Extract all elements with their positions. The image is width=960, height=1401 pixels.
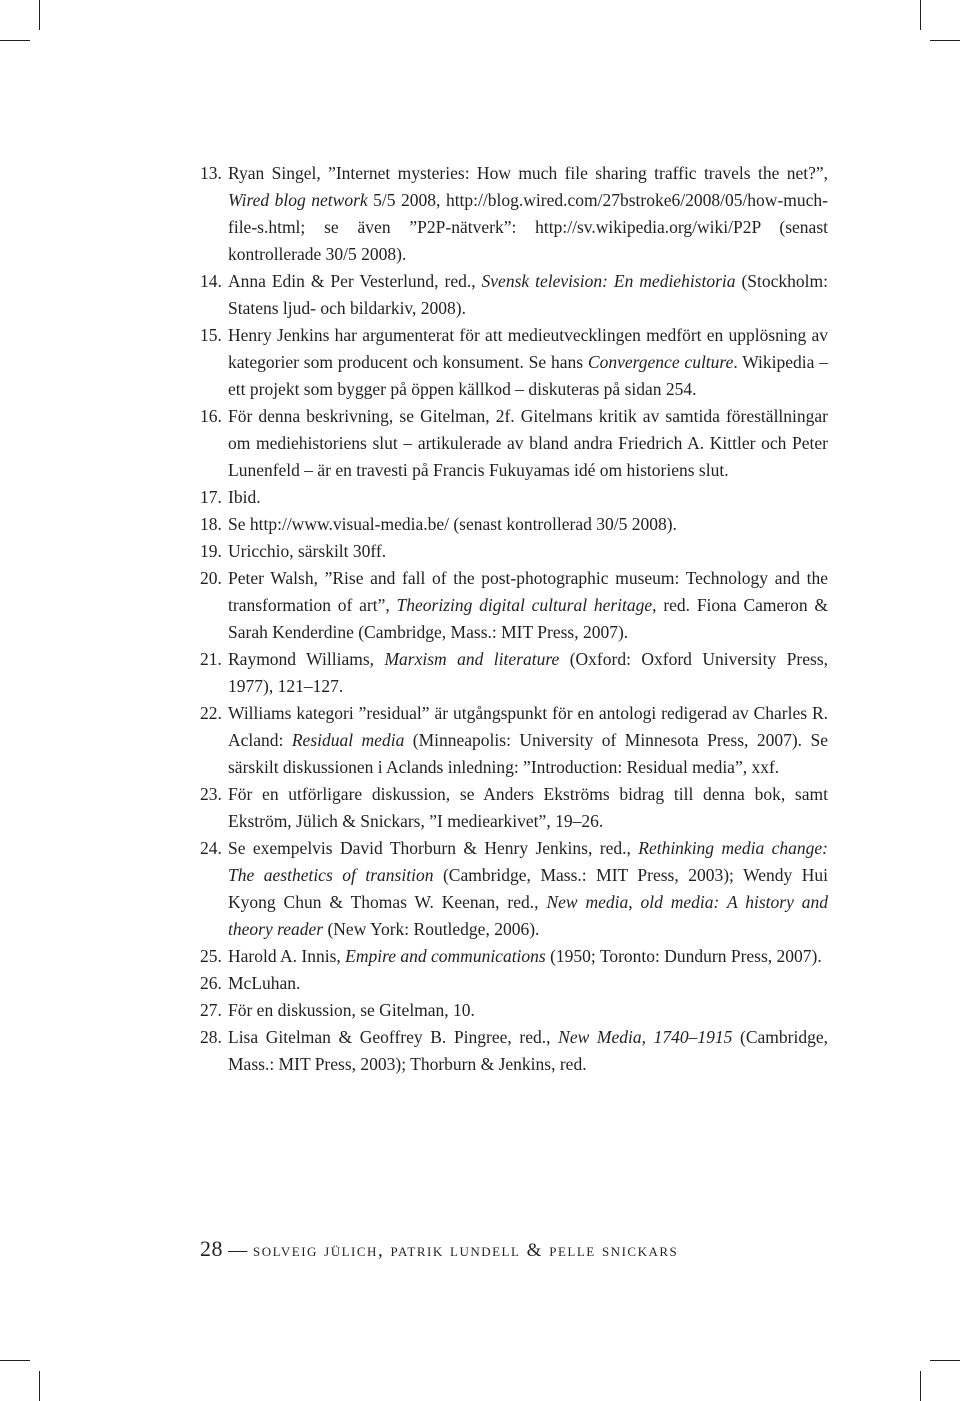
crop-mark-bottom-right-h <box>930 1360 960 1361</box>
endnote-text <box>228 781 828 835</box>
endnote <box>200 970 828 997</box>
endnote <box>200 1024 828 1078</box>
endnote-text-run: Williams kategori ”residual” är utgångspunkt för en antologi redigerad av Charles R. Acland: <box>228 703 828 750</box>
endnote-number: 14. <box>200 271 222 291</box>
crop-mark-top-left-v <box>39 0 40 30</box>
endnote-number: 17. <box>200 487 222 507</box>
endnote <box>200 646 828 700</box>
endnote-text-run: 5/5 2008, http://blog.wired.com/27bstroke6/2008/05/how-much-file-s.html; se även ”P2P-nätverk”: http://sv.wikipedia.org/wiki/P2P (senast kontrollerade 30/5 2008). <box>228 190 828 264</box>
endnote-text <box>228 403 828 484</box>
endnote-title-italic: Marxism and literature <box>384 649 560 669</box>
endnote <box>200 160 828 268</box>
endnote-text-run: Harold A. Innis, <box>228 946 346 966</box>
endnotes-list <box>200 160 828 1078</box>
endnote-number: 26. <box>200 973 222 993</box>
endnote-title-italic: Convergence culture <box>587 352 734 372</box>
endnote-text-run: (Cambridge, Mass.: MIT Press, 2003); Thorburn & Jenkins, red. <box>228 1027 828 1074</box>
endnote-text-run: För en diskussion, se Gitelman, 10. <box>228 1000 475 1020</box>
endnote-text <box>228 700 828 781</box>
endnote-text-run: (New York: Routledge, 2006). <box>323 919 540 939</box>
endnote-text-run: Se exempelvis David Thorburn & Henry Jenkins, red., <box>228 838 639 858</box>
endnote-text-run: Raymond Williams, <box>228 649 385 669</box>
endnote-text <box>228 646 828 700</box>
endnote-text-run: McLuhan. <box>228 973 301 993</box>
endnote-text <box>228 511 828 538</box>
endnote-title-italic: Svensk television: En mediehistoria <box>481 271 736 291</box>
crop-mark-top-left-h <box>0 40 30 41</box>
endnote <box>200 781 828 835</box>
endnote-number: 22. <box>200 703 222 723</box>
endnote-text-run: Peter Walsh, ”Rise and fall of the post-photographic museum: Technology and the transformation of art”, <box>228 568 828 615</box>
crop-mark-bottom-left-h <box>0 1360 30 1361</box>
endnote-number: 13. <box>200 163 222 183</box>
endnote-number: 25. <box>200 946 222 966</box>
endnote-text <box>228 835 828 943</box>
endnote-number: 24. <box>200 838 222 858</box>
endnote-text-run: (Minneapolis: University of Minnesota Press, 2007). Se särskilt diskussionen i Aclands inledning: ”Introduction: Residual media”, xxf. <box>228 730 829 777</box>
page-number: 28 <box>200 1236 223 1261</box>
endnote-text <box>228 160 828 268</box>
endnote-text-run: (1950; Toronto: Dundurn Press, 2007). <box>545 946 822 966</box>
page-footer <box>200 1236 678 1262</box>
endnote-text <box>228 997 828 1024</box>
endnote-text <box>228 565 828 646</box>
endnote <box>200 538 828 565</box>
endnote-title-italic: New media, old media: A history and theory reader <box>228 892 828 939</box>
endnote-number: 16. <box>200 406 222 426</box>
endnote-text <box>228 268 828 322</box>
endnote-text-run: Lisa Gitelman & Geoffrey B. Pingree, red., <box>228 1027 559 1047</box>
endnote-text-run: , red. Fiona Cameron & Sarah Kenderdine (Cambridge, Mass.: MIT Press, 2007). <box>228 595 829 642</box>
endnote <box>200 565 828 646</box>
endnote-number: 28. <box>200 1027 222 1047</box>
endnote-text <box>228 970 828 997</box>
endnote <box>200 322 828 403</box>
endnote-title-italic: Wired blog network <box>228 190 368 210</box>
endnote <box>200 997 828 1024</box>
endnote-text-run: (Cambridge, Mass.: MIT Press, 2003); Wendy Hui Kyong Chun & Thomas W. Keenan, red., <box>228 865 828 912</box>
crop-mark-bottom-left-v <box>39 1371 40 1401</box>
endnote-number: 19. <box>200 541 222 561</box>
crop-mark-top-right-h <box>930 40 960 41</box>
endnote-text-run: Ibid. <box>228 487 261 507</box>
endnote-title-italic: Theorizing digital cultural heritage <box>396 595 653 615</box>
endnote-text-run: Uricchio, särskilt 30ff. <box>228 541 387 561</box>
endnote-number: 18. <box>200 514 222 534</box>
endnote <box>200 403 828 484</box>
endnote-title-italic: Empire and communications <box>345 946 546 966</box>
endnote-text-run: (Stockholm: Statens ljud- och bildarkiv, 2008). <box>228 271 828 318</box>
endnote-number: 27. <box>200 1000 222 1020</box>
endnote-text <box>228 943 828 970</box>
endnote-text <box>228 538 828 565</box>
endnote-text-run: För denna beskrivning, se Gitelman, 2f. Gitelmans kritik av samtida föreställningar om mediehistoriens slut – artikulerade av bland andra Friedrich A. Kittler och Peter Lunenfeld – är en travesti på Francis Fukuyamas idé om historiens slut. <box>228 406 828 480</box>
endnote-text <box>228 484 828 511</box>
endnote-number: 23. <box>200 784 222 804</box>
endnote-text-run: Ryan Singel, ”Internet mysteries: How much file sharing traffic travels the net?”, <box>228 163 828 183</box>
endnote-number: 20. <box>200 568 222 588</box>
endnote-text <box>228 322 828 403</box>
endnote-text-run: Se http://www.visual-media.be/ (senast kontrollerad 30/5 2008). <box>228 514 677 534</box>
endnote-text-run: (Oxford: Oxford University Press, 1977), 121–127. <box>228 649 829 696</box>
endnote <box>200 700 828 781</box>
endnote <box>200 484 828 511</box>
endnote-number: 15. <box>200 325 222 345</box>
endnote-text-run: Henry Jenkins har argumenterat för att medieutvecklingen medfört en upplösning av kategorier som producent och konsument. Se hans <box>228 325 828 372</box>
crop-mark-bottom-right-v <box>920 1371 921 1401</box>
endnote-text-run: Anna Edin & Per Vesterlund, red., <box>228 271 482 291</box>
endnote-text <box>228 1024 828 1078</box>
endnote <box>200 943 828 970</box>
endnote-title-italic: Rethinking media change: The aesthetics of transition <box>228 838 828 885</box>
footer-dash: — <box>228 1240 248 1261</box>
endnote <box>200 268 828 322</box>
endnote-title-italic: Residual media <box>291 730 405 750</box>
running-footer-authors: solveig jülich, patrik lundell & pelle snickars <box>253 1240 679 1261</box>
endnote-number: 21. <box>200 649 222 669</box>
endnote <box>200 835 828 943</box>
crop-mark-top-right-v <box>920 0 921 30</box>
endnote-text-run: För en utförligare diskussion, se Anders Ekströms bidrag till denna bok, samt Ekström, Jülich & Snickars, ”I mediearkivet”, 19–26. <box>228 784 828 831</box>
endnote-text-run: . Wikipedia – ett projekt som bygger på öppen källkod – diskuteras på sidan 254. <box>228 352 828 399</box>
endnote <box>200 511 828 538</box>
endnote-title-italic: New Media, 1740–1915 <box>558 1027 733 1047</box>
